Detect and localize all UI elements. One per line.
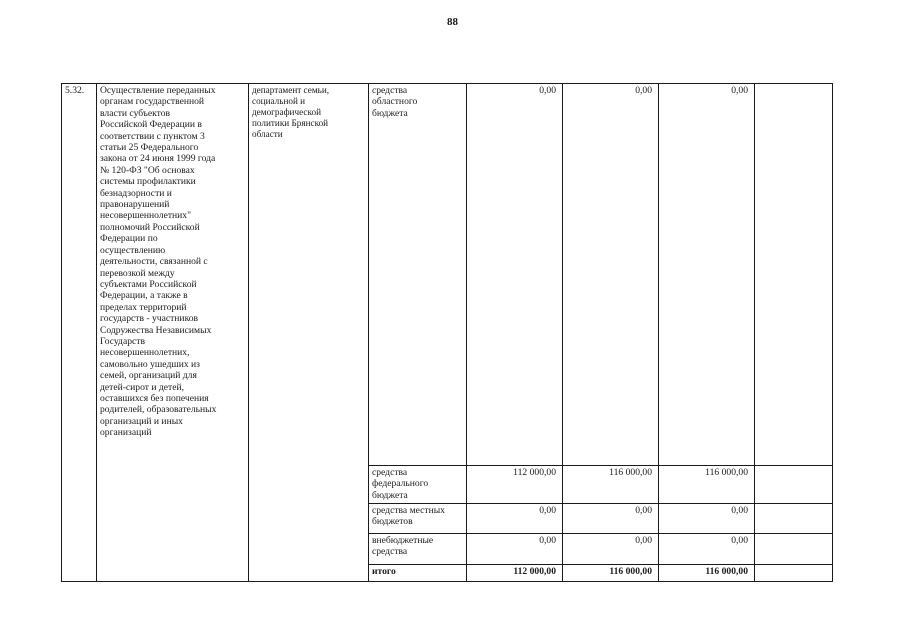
- empty-cell: [755, 565, 833, 582]
- page-number: 88: [447, 16, 458, 28]
- total-value: 112 000,00: [467, 565, 563, 582]
- value-cell: 116 000,00: [659, 466, 755, 504]
- value-cell: 116 000,00: [563, 466, 659, 504]
- value-cell: 0,00: [659, 504, 755, 534]
- budget-table: [61, 83, 833, 582]
- total-value: 116 000,00: [563, 565, 659, 582]
- empty-cell: [755, 504, 833, 534]
- executor-cell: департамент семьи, социальной и демографической политики Брянской области: [249, 84, 369, 582]
- value-cell: 0,00: [563, 504, 659, 534]
- value-cell: 0,00: [659, 84, 755, 466]
- event-description: Осуществление переданных органам государственной власти субъектов Российской Федерации в соответствии с пунктом 3 статьи 25 Федерального закона от 24 июня 1999 года № 120-ФЗ "Об основах системы профилактики безнадзорности и правонарушений несовершеннолетних" полномочий Российской Федерации по осуществлению деятельности, связанной с перевозкой между субъектами Российской Федерации, а также в пределах территорий государств - участников Содружества Независимых Государств несовершеннолетних, самовольно ушедших из семей, организаций для детей-сирот и детей, оставшихся без попечения родителей, образовательных организаций и иных организаций: [97, 84, 249, 582]
- empty-cell: [755, 84, 833, 466]
- total-value: 116 000,00: [659, 565, 755, 582]
- value-cell: 0,00: [659, 534, 755, 565]
- source-label: средства областного бюджета: [369, 84, 467, 466]
- value-cell: 0,00: [467, 534, 563, 565]
- value-cell: 112 000,00: [467, 466, 563, 504]
- table-row: [62, 84, 833, 466]
- value-cell: 0,00: [563, 534, 659, 565]
- source-label: средства местных бюджетов: [369, 504, 467, 534]
- empty-cell: [755, 466, 833, 504]
- source-label: средства федерального бюджета: [369, 466, 467, 504]
- value-cell: 0,00: [467, 504, 563, 534]
- total-label: итого: [369, 565, 467, 582]
- row-index: 5.32.: [62, 84, 97, 582]
- value-cell: 0,00: [467, 84, 563, 466]
- source-label: внебюджетные средства: [369, 534, 467, 565]
- empty-cell: [755, 534, 833, 565]
- value-cell: 0,00: [563, 84, 659, 466]
